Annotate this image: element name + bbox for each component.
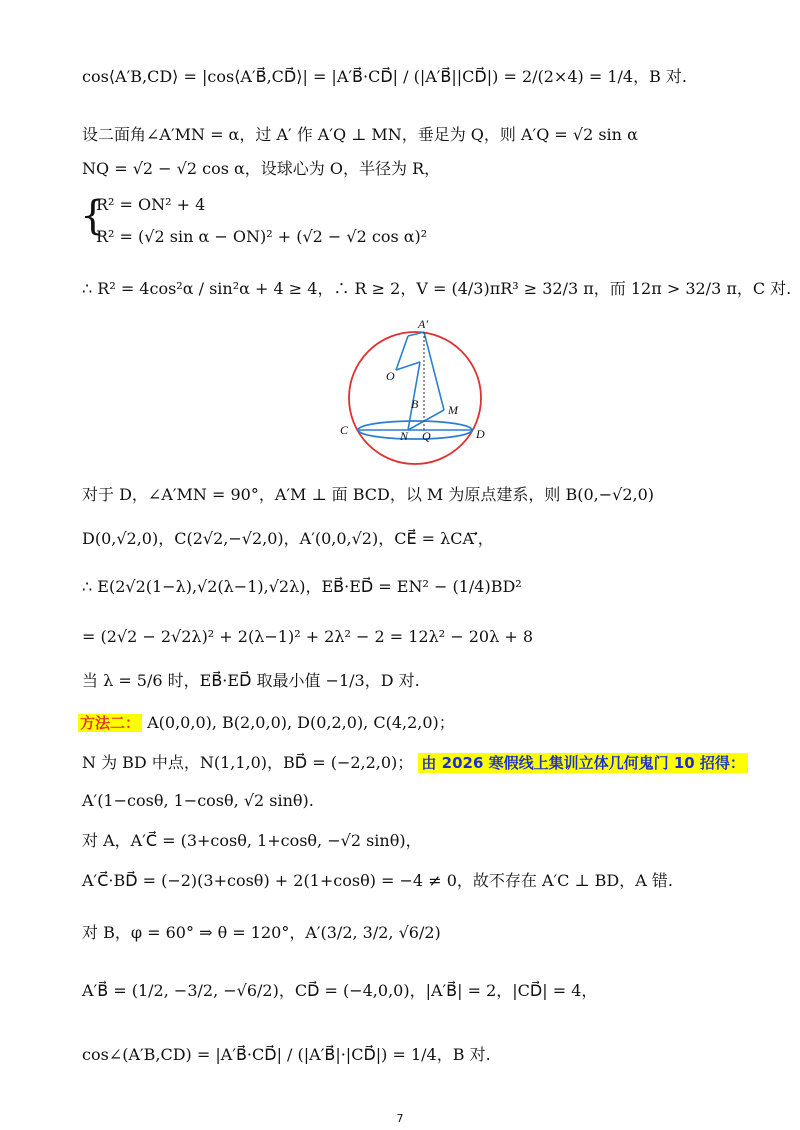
label-b: B: [411, 397, 419, 411]
line-part-a: 对 A，A′C⃗ = (3+cosθ, 1+cosθ, −√2 sinθ)，: [82, 831, 422, 850]
system-eq2: R² = (√2 sin α − ON)² + (√2 − √2 cos α)²: [96, 227, 428, 246]
midpoint-text: N 为 BD 中点，N(1,1,0)，BD⃗ = (−2,2,0)；: [82, 753, 414, 772]
line-a-prime: A′(1−cosθ, 1−cosθ, √2 sinθ).: [82, 791, 314, 810]
label-o: O: [386, 369, 395, 383]
label-n: N: [400, 429, 409, 443]
line-dot-product: A′C⃗·BD⃗ = (−2)(3+cosθ) + 2(1+cosθ) = −4 ≠ 0，故不存在 A′C ⊥ BD，A 错.: [82, 871, 673, 890]
line-expansion: = (2√2 − 2√2λ)² + 2(λ−1)² + 2λ² − 2 = 12λ² − 20λ + 8: [82, 627, 533, 646]
line-minimum: 当 λ = 5/6 时，EB⃗·ED⃗ 取最小值 −1/3，D 对.: [82, 671, 420, 690]
system-eq1: R² = ON² + 4: [96, 195, 206, 214]
edge-o: [396, 362, 420, 370]
label-a: A′: [418, 320, 428, 331]
label-q: Q: [422, 429, 431, 443]
line-cos-ab-cd: cos⟨A′B,CD⟩ = |cos⟨A′B⃗,CD⃗⟩| = |A′B⃗·CD⃗| / (|A′B⃗||CD⃗|) = 2/(2×4) = 1/4，B 对.: [82, 67, 688, 86]
edge-b-n: [408, 362, 420, 430]
label-d: D: [476, 427, 485, 441]
method-two-label: 方法二：: [80, 714, 141, 732]
system-brace: {: [80, 193, 106, 239]
line-dihedral: 设二面角∠A′MN = α，过 A′ 作 A′Q ⊥ MN，垂足为 Q，则 A′Q = √2 sin α: [82, 125, 638, 144]
line-nq: NQ = √2 − √2 cos α，设球心为 O，半径为 R，: [82, 159, 441, 178]
line-part-d: 对于 D，∠A′MN = 90°，A′M ⊥ 面 BCD，以 M 为原点建系，则 B(0,−√2,0): [82, 485, 655, 504]
label-m: M: [448, 403, 458, 417]
method-two-coords: A(0,0,0), B(2,0,0), D(0,2,0), C(4,2,0)；: [147, 713, 455, 732]
line-vectors: A′B⃗ = (1/2, −3/2, −√6/2)，CD⃗ = (−4,0,0)，|A′B⃗| = 2，|CD⃗| = 4，: [82, 981, 598, 1000]
sphere-figure: [338, 320, 498, 470]
promo-highlight: 由 2026 寒假线上集训立体几何鬼门 10 招得：: [418, 753, 748, 773]
method-two-line: [78, 712, 455, 734]
edge-a-m: [424, 332, 444, 410]
line-midpoint: [82, 752, 748, 774]
edge-a-o: [396, 336, 408, 370]
page-number: 7: [396, 1112, 404, 1125]
line-part-b: 对 B，φ = 60° ⇒ θ = 120°，A′(3/2, 3/2, √6/2): [82, 923, 441, 942]
line-cos-result: cos∠(A′B,CD) = |A′B⃗·CD⃗| / (|A′B⃗|·|CD⃗|) = 1/4，B 对.: [82, 1045, 491, 1064]
line-point-e: ∴ E(2√2(1−λ),√2(λ−1),√2λ)，EB⃗·ED⃗ = EN² − (1/4)BD²: [82, 577, 522, 596]
label-c: C: [340, 423, 349, 437]
edge-m-n: [408, 410, 444, 430]
line-coordinates: D(0,√2,0)，C(2√2,−√2,0)，A′(0,0,√2)，CE⃗ = λCA′⃗，: [82, 529, 494, 548]
line-radius-bound: ∴ R² = 4cos²α / sin²α + 4 ≥ 4，∴ R ≥ 2，V = (4/3)πR³ ≥ 32/3 π，而 12π > 32/3 π，C 对.: [82, 279, 792, 298]
